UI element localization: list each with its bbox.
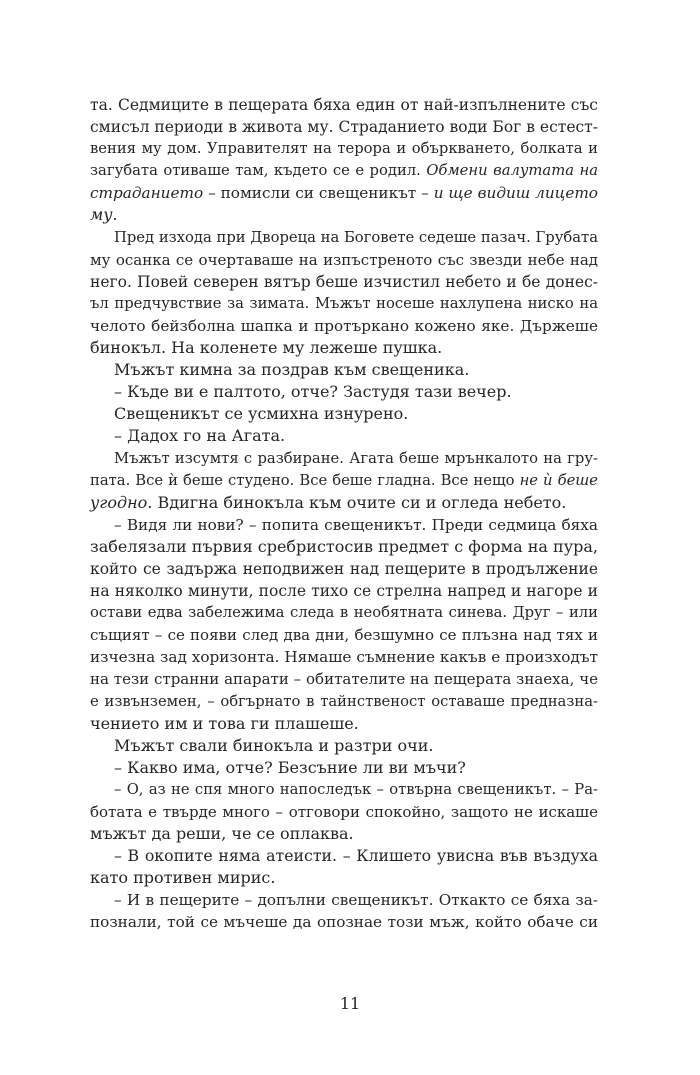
text-segment: – Видя ли нови? – попита свещеникът. Преди седмица бяха bbox=[114, 515, 598, 534]
text-line bbox=[90, 801, 598, 823]
text-segment: пата. Все ѝ беше студено. Все беше гладна. Все нещо bbox=[90, 471, 520, 489]
text-segment: бинокъл. На коленете му лежеше пушка. bbox=[90, 338, 443, 358]
italic-text: угодно bbox=[90, 492, 148, 512]
text-line bbox=[90, 94, 598, 116]
text-line bbox=[90, 492, 598, 514]
text-line bbox=[90, 227, 598, 249]
text-line bbox=[90, 713, 598, 735]
text-line bbox=[90, 315, 598, 337]
text-line bbox=[90, 204, 598, 226]
text-line bbox=[90, 470, 598, 492]
text-line bbox=[90, 425, 598, 447]
text-segment: загубата отиваше там, където се е родил. bbox=[90, 162, 427, 180]
text-line bbox=[90, 293, 598, 315]
body-text bbox=[90, 94, 598, 934]
text-segment: – О, аз не спя много напоследък – отвърна свещеникът. – Ра- bbox=[114, 780, 598, 798]
text-line bbox=[90, 757, 598, 779]
text-segment: изчезна зад хоризонта. Нямаше съмнение какъв е произходът bbox=[90, 648, 598, 667]
text-segment: познали, той се мъчеше да опознае този мъж, който обаче си bbox=[90, 913, 598, 932]
text-line bbox=[90, 138, 598, 160]
text-line bbox=[90, 911, 598, 933]
text-segment: Мъжът изсумтя с разбиране. Агата беше мрънкалото на гру- bbox=[114, 449, 598, 467]
text-segment: ъл предчувствие за зимата. Мъжът носеше нахлупена ниско на bbox=[90, 294, 598, 312]
text-segment: ботата е твърде много – отговори спокойно, защото не искаше bbox=[90, 803, 598, 821]
text-segment: – Къде ви е палтото, отче? Застудя тази вечер. bbox=[114, 382, 512, 402]
text-line bbox=[90, 558, 598, 580]
text-line bbox=[90, 160, 598, 182]
text-line bbox=[90, 536, 598, 558]
italic-text: страданието bbox=[90, 184, 204, 203]
text-line bbox=[90, 514, 598, 536]
text-segment: вения му дом. Управителят на терора и объркването, болката и bbox=[90, 140, 598, 158]
italic-text: Обмени валутата на bbox=[426, 162, 599, 180]
text-segment: на няколко минути, после тихо се стрелна напред и нагоре и bbox=[90, 582, 598, 601]
text-segment: чението им и това ги плашеше. bbox=[90, 713, 359, 733]
text-segment: на тези странни апарати – обитателите на пещерата знаеха, че bbox=[90, 670, 598, 689]
italic-text: му bbox=[90, 205, 113, 225]
text-line bbox=[90, 845, 598, 867]
text-line bbox=[90, 668, 598, 690]
page-number: 11 bbox=[339, 994, 361, 1013]
text-line bbox=[90, 580, 598, 602]
text-line bbox=[90, 823, 598, 845]
text-line bbox=[90, 889, 598, 911]
italic-text: и ще видиш лицето bbox=[433, 184, 598, 203]
text-line bbox=[90, 624, 598, 646]
text-line bbox=[90, 867, 598, 889]
text-segment: – И в пещерите – допълни свещеникът. Откакто се бяха за- bbox=[114, 891, 598, 910]
text-segment: е извънземен, – обгърнато в тайнственост оставаше предназна- bbox=[90, 692, 598, 710]
text-line bbox=[90, 271, 598, 293]
text-line bbox=[90, 182, 598, 204]
text-segment: . bbox=[112, 205, 118, 225]
text-segment: Мъжът свали бинокъла и разтри очи. bbox=[114, 735, 434, 755]
text-line bbox=[90, 779, 598, 801]
text-line bbox=[90, 116, 598, 138]
text-line bbox=[90, 337, 598, 359]
text-segment: Пред изхода при Двореца на Боговете седеше пазач. Грубата bbox=[114, 228, 598, 246]
text-line bbox=[90, 403, 598, 425]
text-segment: челото бейзболна шапка и протъркано кожено яке. Държеше bbox=[90, 316, 598, 335]
text-segment: . Вдигна бинокъла към очите си и огледа небето. bbox=[147, 492, 567, 512]
text-segment: него. Повей северен вятър беше изчистил небето и бе донес- bbox=[90, 272, 598, 291]
text-line bbox=[90, 249, 598, 271]
text-segment: който се задържа неподвижен над пещерите в продължение bbox=[90, 559, 598, 578]
text-segment: – Какво има, отче? Безсъние ли ви мъчи? bbox=[114, 757, 466, 777]
text-segment: Мъжът кимна за поздрав към свещеника. bbox=[114, 360, 470, 380]
text-segment: та. Седмиците в пещерата бяха един от най-изпълнените със bbox=[90, 96, 598, 114]
text-segment: мъжът да реши, че се оплаква. bbox=[90, 824, 354, 844]
text-line bbox=[90, 646, 598, 668]
text-segment: – Дадох го на Агата. bbox=[114, 426, 286, 446]
italic-text: не ѝ беше bbox=[519, 471, 598, 489]
text-line bbox=[90, 691, 598, 713]
text-segment: Свещеникът се усмихна изнурено. bbox=[114, 404, 409, 424]
text-line bbox=[90, 448, 598, 470]
text-line bbox=[90, 381, 598, 403]
text-segment: остави едва забележима следа в необятната синева. Друг – или bbox=[90, 604, 598, 622]
text-line bbox=[90, 602, 598, 624]
text-line bbox=[90, 735, 598, 757]
text-segment: смисъл периоди в живота му. Страданието води Бог в естест- bbox=[90, 118, 598, 137]
text-segment: му осанка се очертаваше на изпъстреното със звезди небе над bbox=[90, 250, 598, 269]
text-line bbox=[90, 359, 598, 381]
text-segment: забелязали първия сребристосив предмет с форма на пура, bbox=[90, 536, 598, 556]
text-segment: като противен мирис. bbox=[90, 868, 276, 888]
text-segment: – В окопите няма атеисти. – Клишето увисна във въздуха bbox=[114, 846, 598, 866]
text-segment: същият – се появи след два дни, безшумно се плъзна над тях и bbox=[90, 626, 598, 645]
text-segment: – помисли си свещеникът – bbox=[203, 184, 434, 203]
